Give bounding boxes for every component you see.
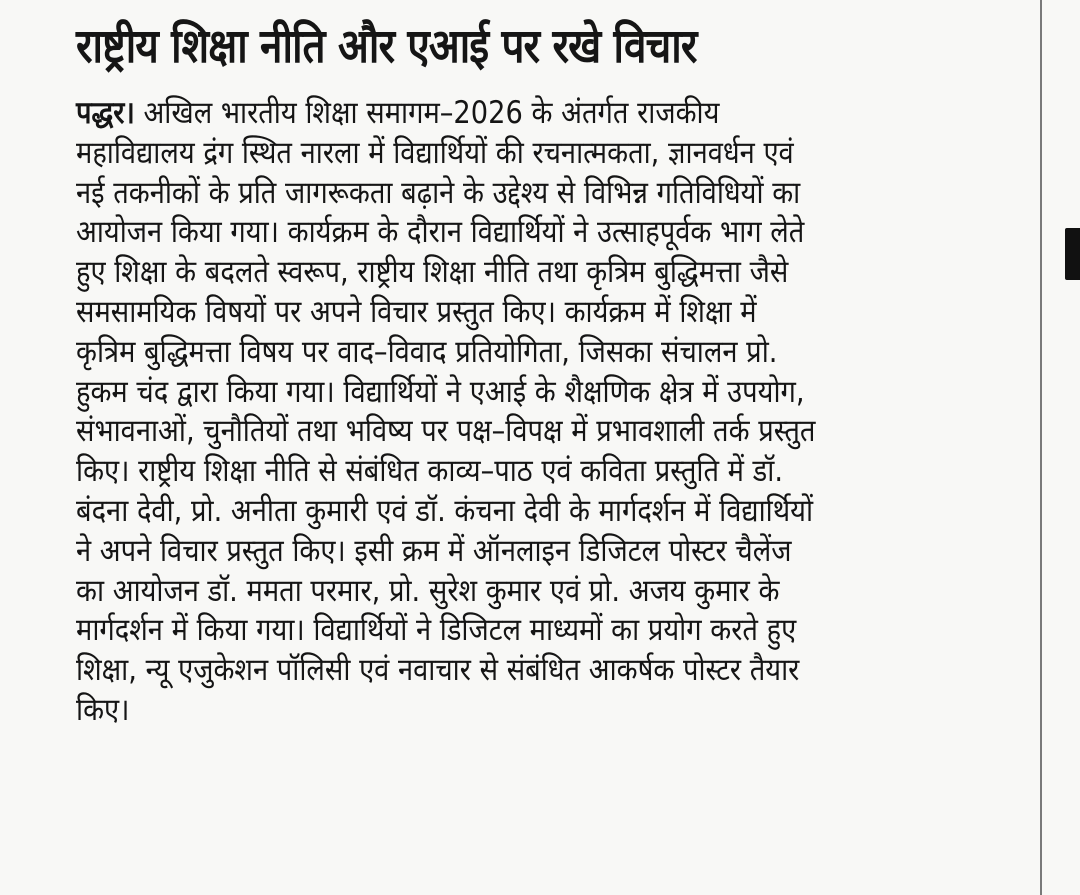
article-line-5: हुए शिक्षा के बदलते स्वरूप, राष्ट्रीय शिक्षा नीति तथा कृत्रिम बुद्धिमत्ता जैसे bbox=[76, 254, 789, 291]
article-line-6: समसामयिक विषयों पर अपने विचार प्रस्तुत किए। कार्यक्रम में शिक्षा में bbox=[76, 293, 757, 330]
article-headline: राष्ट्रीय शिक्षा नीति और एआई पर रखे विचार bbox=[76, 19, 697, 74]
article-line-12: ने अपने विचार प्रस्तुत किए। इसी क्रम में ऑनलाइन डिजिटल पोस्टर चैलेंज bbox=[76, 532, 792, 569]
article-line-4: आयोजन किया गया। कार्यक्रम के दौरान विद्यार्थियों ने उत्साहपूर्वक भाग लेते bbox=[76, 214, 805, 251]
adjacent-column-mark bbox=[1065, 228, 1080, 280]
article-line-1-text: अखिल भारतीय शिक्षा समागम–2026 के अंतर्गत राजकीय bbox=[134, 95, 720, 131]
article-line-15: शिक्षा, न्यू एजुकेशन पॉलिसी एवं नवाचार से संबंधित आकर्षक पोस्टर तैयार bbox=[76, 652, 800, 689]
adjacent-column-fragment bbox=[1035, 0, 1080, 895]
article-dateline: पद्धर। bbox=[76, 95, 135, 131]
article-line-16: किए। bbox=[76, 691, 130, 728]
article-line-14: मार्गदर्शन में किया गया। विद्यार्थियों ने डिजिटल माध्यमों का प्रयोग करते हुए bbox=[76, 612, 797, 649]
article-body bbox=[76, 94, 1016, 731]
article-line-13: का आयोजन डॉ. ममता परमार, प्रो. सुरेश कुमार एवं प्रो. अजय कुमार के bbox=[76, 572, 780, 609]
article-line-2: महाविद्यालय द्रंग स्थित नारला में विद्यार्थियों की रचनात्मकता, ज्ञानवर्धन एवं bbox=[76, 134, 794, 171]
article-line-1 bbox=[76, 94, 903, 134]
article-line-8: हुकम चंद द्वारा किया गया। विद्यार्थियों ने एआई के शैक्षणिक क्षेत्र में उपयोग, bbox=[76, 373, 805, 410]
article-line-3: नई तकनीकों के प्रति जागरूकता बढ़ाने के उद्देश्य से विभिन्न गतिविधियों का bbox=[76, 174, 801, 211]
article-line-9: संभावनाओं, चुनौतियों तथा भविष्य पर पक्ष–विपक्ष में प्रभावशाली तर्क प्रस्तुत bbox=[76, 413, 816, 450]
article-line-7: कृत्रिम बुद्धिमत्ता विषय पर वाद–विवाद प्रतियोगिता, जिसका संचालन प्रो. bbox=[76, 333, 778, 370]
article-line-10: किए। राष्ट्रीय शिक्षा नीति से संबंधित काव्य–पाठ एवं कविता प्रस्तुति में डॉ. bbox=[76, 453, 784, 490]
article-line-11: बंदना देवी, प्रो. अनीता कुमारी एवं डॉ. कंचना देवी के मार्गदर्शन में विद्यार्थियों bbox=[76, 492, 814, 529]
